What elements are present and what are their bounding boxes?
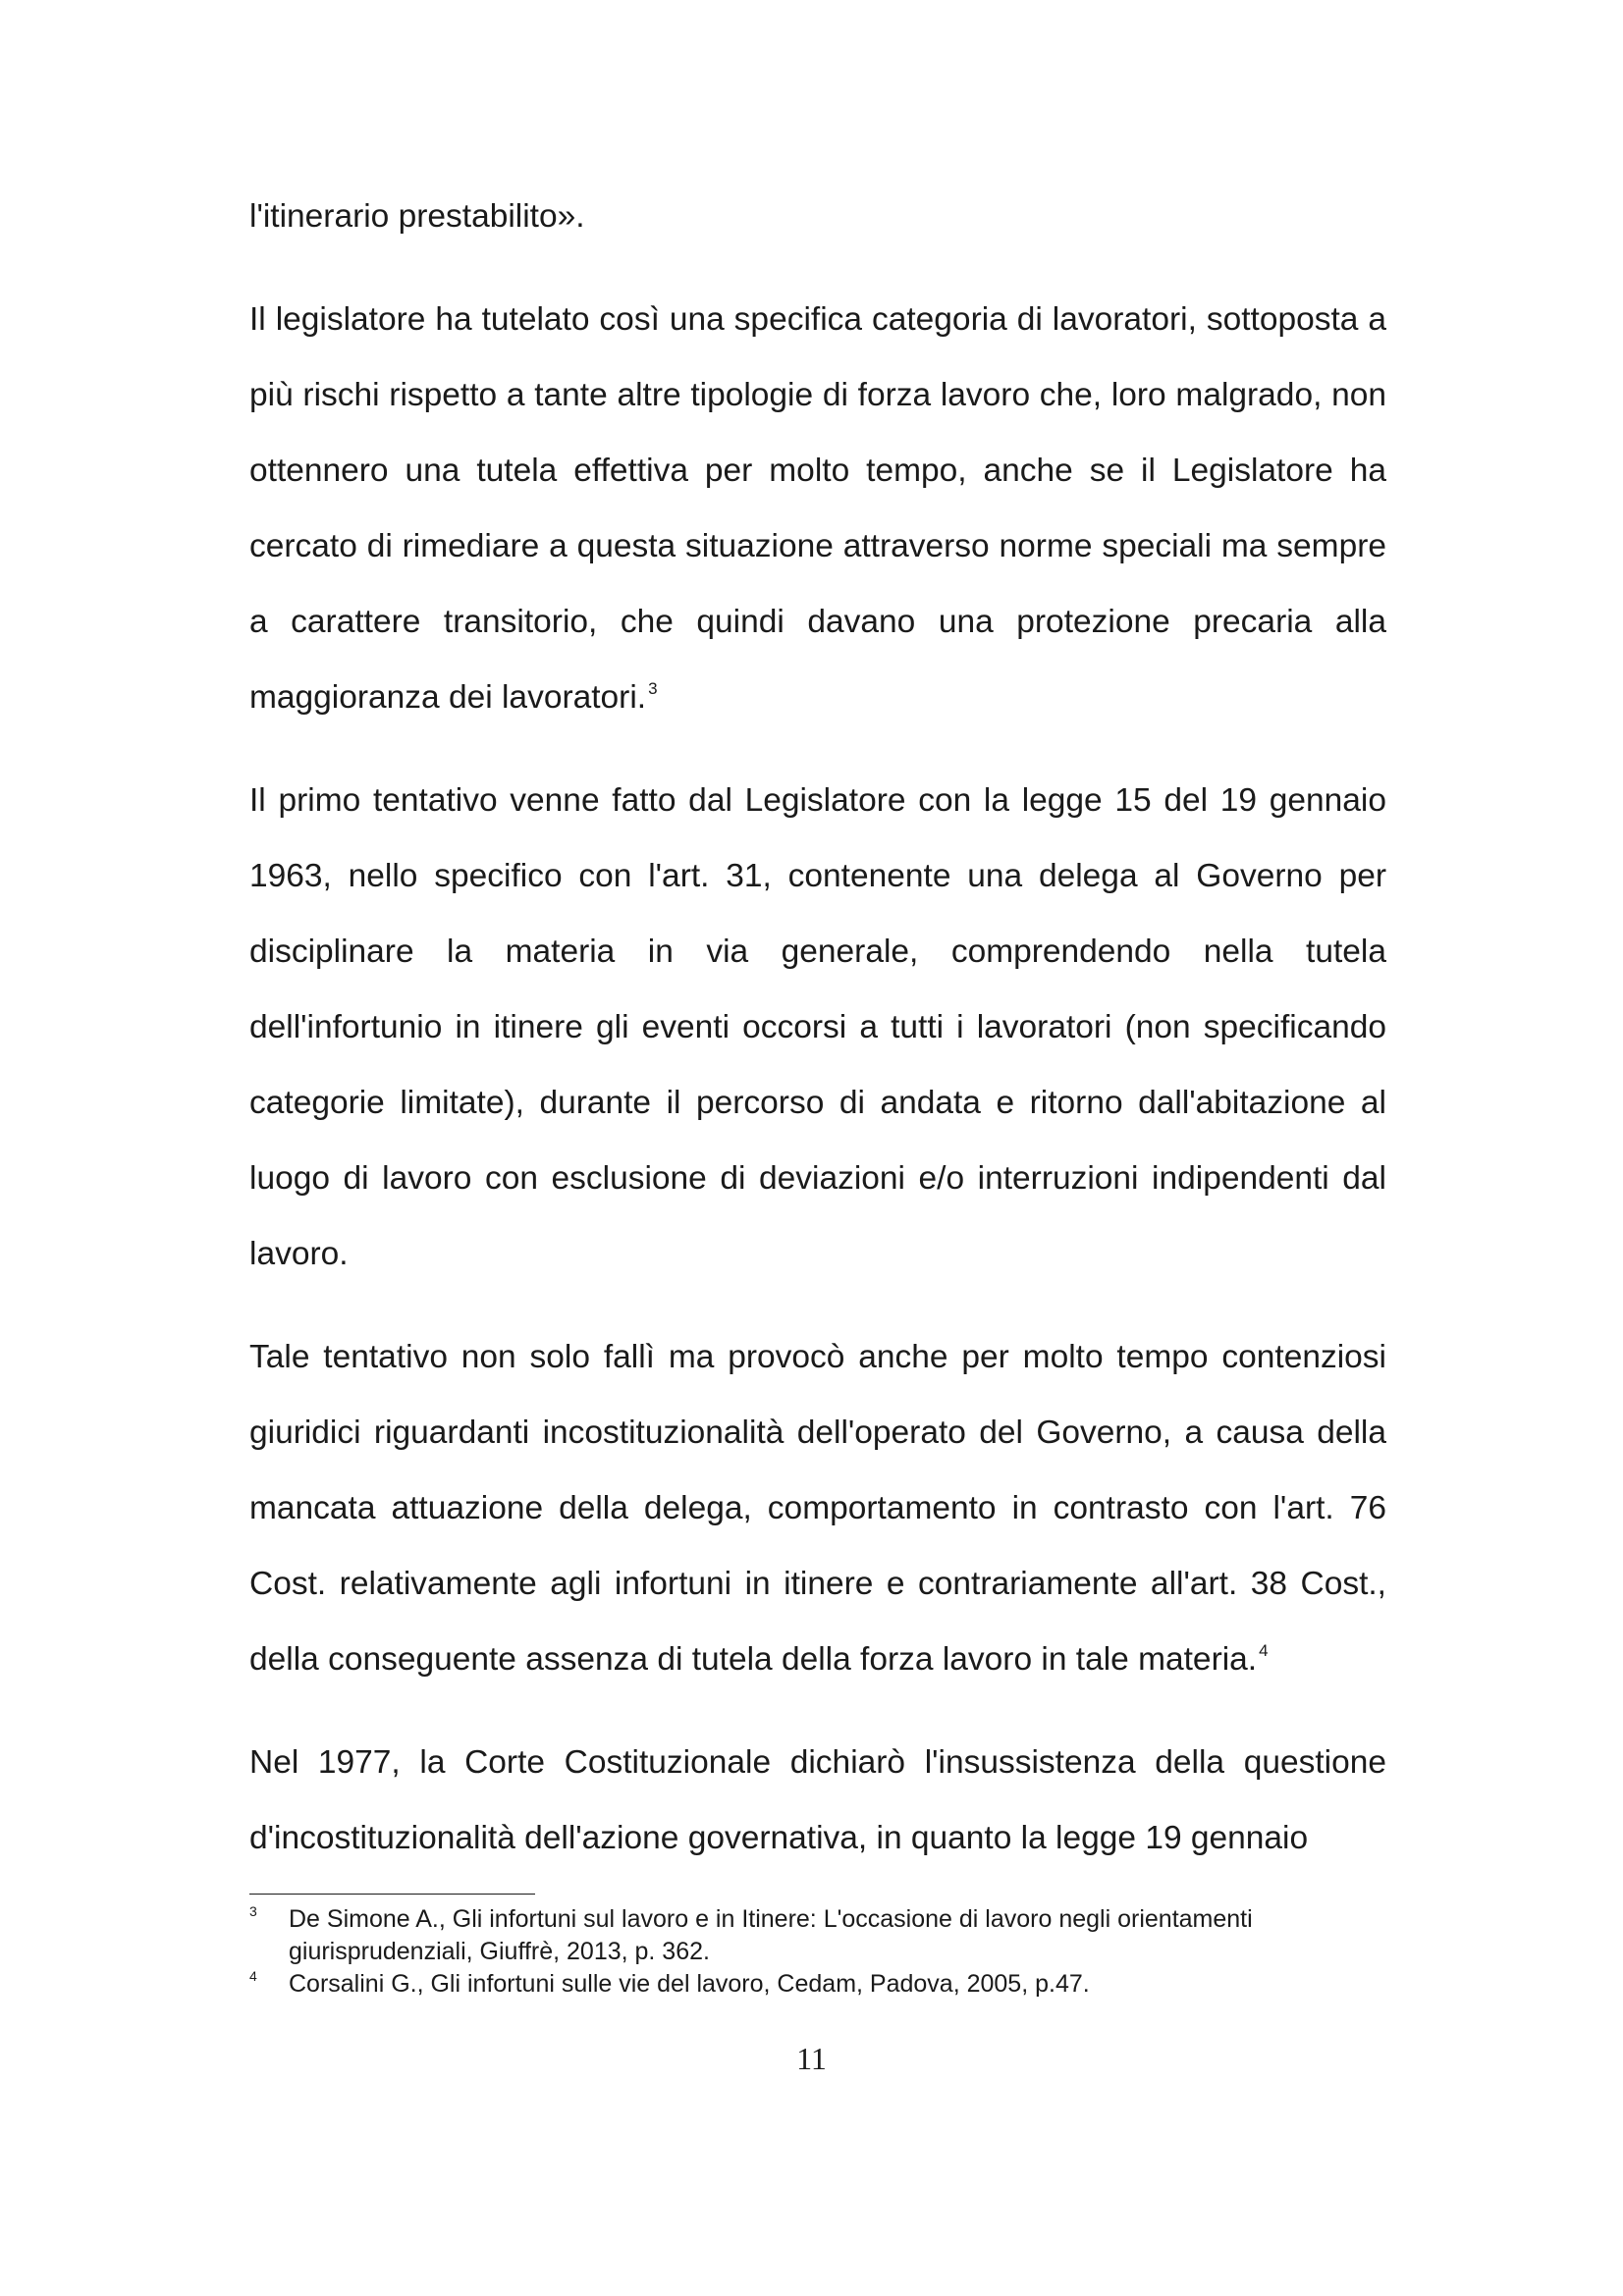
paragraph-2: [249, 282, 1386, 735]
paragraph-1: [249, 179, 1386, 254]
footnote-3-number: 3: [249, 1903, 257, 1919]
footnote-3: [249, 1903, 1386, 1968]
paragraph-4-text: Tale tentativo non solo fallì ma provocò anche per molto tempo contenziosi giuridici riguardanti incostituzionalità dell'operato del Governo, a causa della mancata attuazione della delega, comportamento in contrasto con l'art. 76 Cost. relativamente agli infortuni in itinere e contrariamente all'art. 38 Cost., della conseguente assenza di tutela della forza lavoro in tale materia.: [249, 1339, 1386, 1678]
paragraph-3: [249, 763, 1386, 1292]
paragraph-5: [249, 1725, 1386, 1876]
footnote-ref-3[interactable]: 3: [648, 679, 658, 698]
footnote-4-number: 4: [249, 1968, 257, 1984]
paragraph-3-text: Il primo tentativo venne fatto dal Legislatore con la legge 15 del 19 gennaio 1963, nello specifico con l'art. 31, contenente una delega al Governo per disciplinare la materia in via generale, comprendendo nella tutela dell'infortunio in itinere gli eventi occorsi a tutti i lavoratori (non specificando categorie limitate), durante il percorso di andata e ritorno dall'abitazione al luogo di lavoro con esclusione di deviazioni e/o interruzioni indipendenti dal lavoro.: [249, 782, 1386, 1272]
body-text: [249, 179, 1386, 1903]
paragraph-1-text: l'itinerario prestabilito».: [249, 198, 585, 235]
footnote-3-text: De Simone A., Gli infortuni sul lavoro e in Itinere: L'occasione di lavoro negli orientamenti giurisprudenziali, Giuffrè, 2013, p. 362.: [289, 1905, 1253, 1965]
footnotes: [249, 1903, 1386, 2001]
page-number: 11: [796, 2041, 827, 2076]
paragraph-2-text: Il legislatore ha tutelato così una specifica categoria di lavoratori, sottoposta a più rischi rispetto a tante altre tipologie di forza lavoro che, loro malgrado, non ottennero una tutela effettiva per molto tempo, anche se il Legislatore ha cercato di rimediare a questa situazione attraverso norme speciali ma sempre a carattere transitorio, che quindi davano una protezione precaria alla maggioranza dei lavoratori.: [249, 301, 1386, 716]
paragraph-4: [249, 1319, 1386, 1697]
footnote-ref-4[interactable]: 4: [1259, 1641, 1269, 1660]
paragraph-5-text: Nel 1977, la Corte Costituzionale dichiarò l'insussistenza della questione d'incostituzionalità dell'azione governativa, in quanto la legge 19 gennaio: [249, 1744, 1386, 1856]
footnote-separator: [249, 1894, 535, 1895]
footnote-4: [249, 1968, 1386, 2001]
footnote-4-text: Corsalini G., Gli infortuni sulle vie del lavoro, Cedam, Padova, 2005, p.47.: [289, 1970, 1090, 1998]
